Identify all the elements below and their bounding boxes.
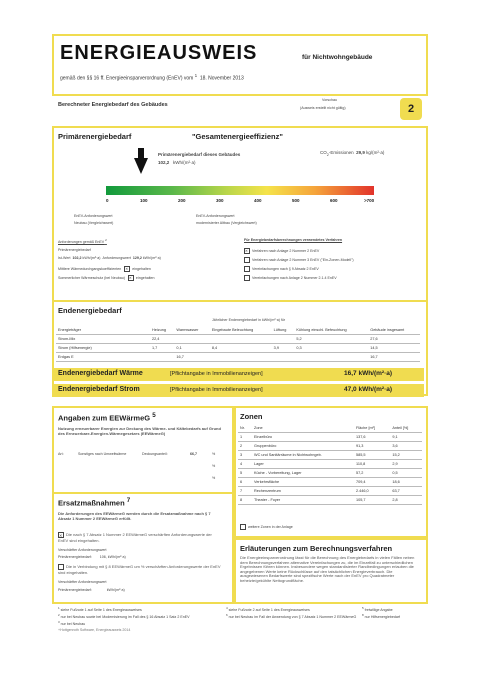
scale-tick: 300	[216, 198, 224, 203]
eewaermeg-text: Nutzung erneuerbarer Energien zur Deckung des Wärme- und Kältebedarfs auf Grund des Erneuerbare-Energien-Wärmegesetzes (EEWärmeG)	[58, 426, 221, 436]
table-row: 8 Theater - Foyer 105,7 2,8	[238, 496, 422, 505]
primary-title-2: "Gesamtenergieeffizienz"	[192, 132, 283, 141]
req-row-2: Ist-Wert 102,2 kWh/(m²·a) Anforderungswert 129,2 kWh/(m²·a)	[58, 256, 161, 260]
req-row-1: Primärenergiebedarf	[58, 248, 91, 252]
demand-table	[56, 326, 420, 362]
footnote-3b: $^8$ nur Hilfsenergiebedarf	[362, 613, 401, 620]
arrow-value: 102,2 kWh/(m²·a)	[158, 160, 196, 165]
zones-title: Zonen	[240, 412, 263, 421]
scale-tick: 500	[292, 198, 300, 203]
footnote-1: $^1$ siehe Fußnote 1 auf Seite 1 des Energieausweises	[58, 606, 142, 613]
right-note-1: EnEV-Anforderungswert	[196, 214, 235, 218]
scale-tick: 600	[330, 198, 338, 203]
procedure-title: Für Energiebedarfsberechnungen verwendetes Verfahren	[244, 238, 343, 242]
heat-demand-band: Endenergiebedarf Wärme [Pflichtangabe in Immobilienanzeigen] 16,7 kWh/(m²·a)	[52, 368, 424, 381]
stamp-sub: (Ausweis erstellt nicht gültig)	[300, 106, 346, 110]
page-label: Berechneter Energiebedarf des Gebäudes	[58, 102, 168, 108]
demand-caption: Jährlicher Endenergiebedarf in kWh/(m²·a) für	[212, 318, 286, 322]
energy-certificate-page	[52, 34, 428, 662]
document-title: ENERGIEAUSWEIS	[60, 42, 258, 64]
footnote-2b: $^6$ nur bei Neubau im Fall der Anwendung von § 7 Absatz 1 Nummer 2 EEWärmeG	[226, 613, 357, 620]
checkbox-checked-icon[interactable]: ✕	[125, 267, 129, 271]
left-note-2: Neubau (Vergleichswert)	[74, 221, 114, 225]
ersatz-line-1: ✕ Die nach § 7 Absatz 1 Nummer 2 EEWärmeG verschärften Anforderungswerte der EnEV sind eingehalten.	[58, 532, 212, 543]
table-row: 3 WC und Sanitärräume in Nichtwohngeb. 585,5 15,2	[238, 451, 422, 460]
table-header-row: Energieträger Heizung Warmwasser Eingebaute Beleuchtung Lüftung Kühlung einschl. Befeuchtung Gebäude insgesamt	[56, 326, 420, 335]
table-row: 2 Gruppenbüro 91,3 3,6	[238, 442, 422, 451]
pct-sign: %	[212, 476, 216, 480]
checkbox-icon[interactable]	[244, 266, 250, 272]
header-frame	[52, 34, 428, 96]
energy-scale-bar	[106, 186, 374, 195]
table-row: Erdgas E 16,7 16,7	[56, 353, 420, 362]
ersatz-line-3: Primärenergiebedarf: 106, kWh/(m²·a)	[58, 555, 126, 559]
footnote-1c: $^3$ nur bei Neubau	[58, 620, 86, 627]
table-row: Strom (Hilfsenergie) 1,7 0,1 8,4 3,9 0,3 14,5	[56, 344, 420, 353]
req-row-4: Sommerlicher Wärmeschutz (bei Neubau) ✕ eingehalten	[58, 275, 155, 280]
procedure-option: Verfahren nach Anlage 2 Nummer 3 EnEV ("Ein-Zonen-Modell")	[244, 257, 354, 263]
checkbox-checked-icon[interactable]: ✕	[245, 249, 249, 253]
legal-basis: gemäß den §§ 16 ff. Energieeinsparverordnung (EnEV) vom $^1$ 18. November 2013	[60, 73, 244, 82]
scale-tick: 200	[178, 198, 186, 203]
ersatz-line-2: Verschärfter Anforderungswert	[58, 548, 107, 552]
scale-tick: 0	[106, 198, 109, 203]
table-row: 6 Verkehrsfläche 709,4 18,6	[238, 478, 422, 487]
left-note-1: EnEV-Anforderungswert	[74, 214, 113, 218]
scale-tick: 400	[254, 198, 262, 203]
eewaermeg-title: Angaben zum EEWärmeG $^5$	[58, 412, 156, 423]
arrow-label: Primärenergiebedarf dieses Gebäudes	[158, 152, 241, 157]
requirements-title: Anforderungen gemäß EnEV $^2$	[58, 238, 107, 245]
scale-tick: >700	[364, 198, 375, 203]
pct-sign: %	[212, 452, 216, 456]
explanation-title: Erläuterungen zum Berechnungsverfahren	[240, 544, 393, 553]
current-value-arrow-icon	[134, 158, 148, 174]
page-number: 2	[400, 98, 422, 120]
ersatz-title: Ersatzmaßnahmen $^7$	[58, 497, 131, 508]
copyright: +Hottgenroth Software, Energieausweis 2014	[58, 628, 131, 632]
stamp: Vorschau	[322, 98, 337, 102]
ersatz-line-4: Die in Verbindung mit § 8 EEWärmeG um % verschärften Anforderungswerte der EnEV sind eingehalten.	[58, 564, 221, 575]
electricity-demand-band: Endenergiebedarf Strom [Pflichtangabe in Immobilienanzeigen] 47,0 kWh/(m²·a)	[52, 384, 424, 397]
eewaermeg-art-label: Art:	[58, 452, 64, 456]
eewaermeg-deck-value: 66,7	[190, 452, 197, 456]
ersatz-line-6: Primärenergiebedarf: kWh/(m²·a)	[58, 588, 125, 592]
checkbox-checked-icon[interactable]: ✕	[59, 533, 63, 538]
footnote-1b: $^2$ nur bei Neubau sowie bei Modernisierung im Fall des § 16 Absatz 1 Satz 2 EnEV	[58, 613, 190, 620]
zones-table	[238, 424, 422, 505]
table-row: 1 Einzelbüro 137,6 9,1	[238, 433, 422, 442]
table-row: 5 Küche - Vorbereitung, Lager 57,2 0,5	[238, 469, 422, 478]
checkbox-icon[interactable]	[240, 524, 246, 530]
eewaermeg-deck-label: Deckungsanteil:	[142, 452, 168, 456]
scale-tick: 100	[140, 198, 148, 203]
right-note-2: modernisierter Altbau (Vergleichswert)	[196, 221, 257, 225]
footnote-2: $^4$ siehe Fußnote 2 auf Seite 1 des Energieausweises	[226, 606, 310, 613]
req-row-3: Mittlere Wärmedurchgangskoeffizienten ✕ eingehalten	[58, 266, 151, 271]
more-zones: weitere Zonen in der Anlage	[240, 524, 293, 530]
table-header-row: Nr. Zone Fläche [m²] Anteil [%]	[238, 424, 422, 433]
table-row: 4 Lager 110,8 2,9	[238, 460, 422, 469]
procedure-option: Vereinfachungen nach Anlage 2 Nummer 2.1.4 EnEV	[244, 275, 337, 281]
primary-title: Primärenergiebedarf	[58, 132, 132, 141]
eewaermeg-art-value: Sonstiges nach Umweltwärme	[78, 452, 127, 456]
co2-emissions: $CO_2$-Emissionen 29,9 kg/(m²·a)	[320, 150, 385, 157]
demand-title: Endenergiebedarf	[58, 306, 122, 315]
checkbox-icon[interactable]	[244, 275, 250, 281]
ersatz-line-5: Verschärfter Anforderungswert	[58, 580, 107, 584]
document-subtitle: für Nichtwohngebäude	[302, 54, 373, 61]
ersatz-text: Die Anforderungen des EEWärmeG werden durch die Ersatzmaßnahme nach § 7 Absatz 1 Nummer 2 EEWärmeG erfüllt.	[58, 511, 211, 521]
checkbox-icon[interactable]	[244, 257, 250, 263]
checkbox-checked-icon[interactable]: ✕	[128, 276, 132, 280]
procedure-option: Vereinfachungen nach § 9 Absatz 2 EnEV	[244, 266, 319, 272]
footnote-3: $^5$ freiwillige Angabe	[362, 606, 393, 613]
table-row: 7 Rechenzentrum 2.446,0 63,7	[238, 487, 422, 496]
procedure-option: ✕ Verfahren nach Anlage 2 Nummer 2 EnEV	[245, 248, 320, 253]
table-row: Strom-Mix 22,4 5,2 27,6	[56, 335, 420, 344]
explanation-text: Die Energieeinsparverordnung lässt für die Berechnung des Energiebedarfs in vielen Fällen neben dem Berechnungsverfahren alternative Vereinfachungen zu, die im Einzelfall zu unterschiedlichen Ergebnissen führen können. Insbesondere wegen standardisierter Randbedingungen erlauben die angegebenen Werte keine Rückschlüsse auf den tatsächlichen Energieverbrauch. Die ausgewiesenen Bedarfswerte sind spezifische Werte nach der EnEV pro Quadratmeter beheizte/gekühlte Nettogrundfläche.	[240, 555, 415, 583]
pct-sign: %	[212, 464, 216, 468]
